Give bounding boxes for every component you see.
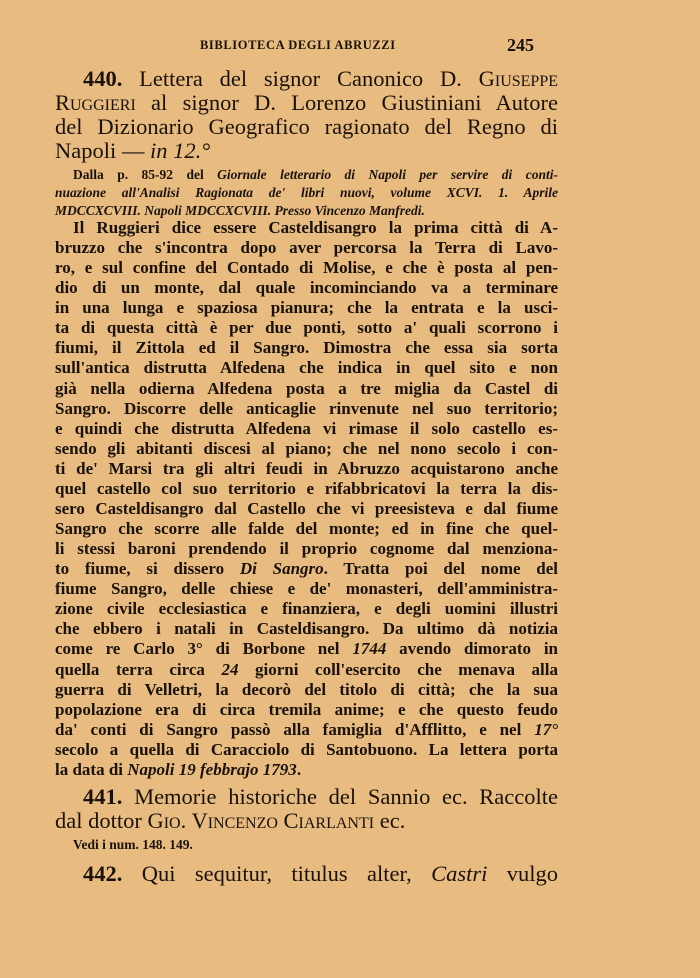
entry-body-line xyxy=(55,358,558,378)
text-segment: . Tratta poi del nome del xyxy=(323,559,558,579)
text-segment: zione civile ecclesiastica e finanziera, e degli uomini illustri xyxy=(55,599,558,619)
text-segment: 1744 xyxy=(352,639,387,659)
entry-citation-line xyxy=(73,166,558,184)
entry-body-line xyxy=(55,459,558,479)
entry-body-line xyxy=(55,298,558,318)
text-segment: ec. xyxy=(374,808,406,833)
entry-body-line xyxy=(55,519,558,539)
entry-body-line xyxy=(55,258,558,278)
text-segment: . xyxy=(296,759,302,779)
text-segment: Memorie historiche del Sannio ec. Raccolte xyxy=(122,784,558,809)
text-segment: Lettera del signor Canonico D. xyxy=(122,66,479,91)
text-segment: sero Casteldisangro dal Castello che vi preesisteva e dal fiume xyxy=(55,498,558,518)
text-segment: ro, e sul confine del Contado di Molise, e che è posta al pen- xyxy=(55,258,558,278)
text-segment: fiume Sangro, delle chiese e de' monasteri, dell'amministra- xyxy=(55,579,558,599)
text-segment: Sangro che scorre alle falde del monte; ed in fine che quel- xyxy=(55,519,558,539)
text-segment: già nella odierna Alfedena posta a tre miglia da Castel di xyxy=(55,378,558,398)
entry-citation-line xyxy=(55,184,558,202)
text-segment: da' conti di Sangro passò alla famiglia d'Afflitto, e nel xyxy=(55,719,535,739)
entry-number: 440. xyxy=(83,66,123,91)
entry-body-line xyxy=(55,740,558,760)
entry-body-line xyxy=(55,700,558,720)
text-segment: del Dizionario Geografico ragionato del Regno di xyxy=(55,114,558,139)
text-segment: to fiume, si dissero xyxy=(55,559,240,579)
text-segment: Di Sangro xyxy=(239,559,324,579)
entry-body-line xyxy=(55,479,558,499)
entry-body-line xyxy=(55,599,558,619)
entry-body-line xyxy=(55,619,558,639)
text-segment: guerra di Velletri, la decorò del titolo di città; che la sua xyxy=(55,679,558,699)
text-segment: in 12.° xyxy=(150,138,211,163)
entry-body-line xyxy=(55,680,558,700)
entry-body-line xyxy=(55,639,558,659)
entry-body-line xyxy=(55,318,558,338)
text-segment: Giuseppe xyxy=(478,66,558,91)
text-segment: secolo a quella di Caracciolo di Santobuono. La lettera porta xyxy=(55,739,558,759)
entry-body-line xyxy=(55,559,558,579)
text-segment: quel castello col suo territorio e rifabbricatovi la terra la dis- xyxy=(55,478,558,498)
entry-body-line xyxy=(55,660,558,680)
entry-heading-line xyxy=(83,785,558,809)
text-segment: bruzzo che s'incontra dopo aver percorsa la Terra di Lavo- xyxy=(55,238,558,258)
entry-heading-line xyxy=(55,139,558,163)
text-segment: giorni coll'esercito che menava alla xyxy=(238,659,558,679)
entry-citation-line xyxy=(73,836,558,854)
entry-body-line xyxy=(55,278,558,298)
text-segment: Vedi i num. 148. 149. xyxy=(73,837,193,852)
text-segment: quella terra circa xyxy=(55,659,222,679)
text-segment: e quindi che distrutta Alfedena vi rimase il solo castello es- xyxy=(55,418,558,438)
page-number: 245 xyxy=(507,35,534,55)
text-segment: 17° xyxy=(534,719,558,739)
text-segment: sendo gli abitanti discesi al piano; che nel nono secolo i con- xyxy=(55,438,558,458)
text-segment: Napoli — xyxy=(55,138,150,163)
text-segment: Sangro. Discorre delle anticaglie rinvenute nel suo territorio; xyxy=(55,398,558,418)
running-title: BIBLIOTECA DEGLI ABRUZZI xyxy=(200,38,396,52)
entry-heading-line xyxy=(83,862,558,886)
text-segment: Il Ruggieri dice essere Casteldisangro la prima città di A- xyxy=(73,218,558,237)
entry-heading-line xyxy=(83,67,558,91)
entry-body-line xyxy=(55,579,558,599)
text-segment: che ebbero i natali in Casteldisangro. Da ultimo dà notizia xyxy=(55,619,558,639)
text-segment: Dalla p. 85-92 del xyxy=(73,167,218,182)
text-segment: in una lunga e spaziosa pianura; che la entrata e la usci- xyxy=(55,298,558,318)
text-segment: 24 xyxy=(221,659,239,679)
text-segment: ti de' Marsi tra gli altri feudi in Abruzzo acquistarono anche xyxy=(55,458,558,478)
text-segment: Ruggieri xyxy=(55,90,136,115)
text-segment: popolazione era di circa tremila anime; e che questo feudo xyxy=(55,699,558,719)
text-segment: Qui sequitur, titulus alter, xyxy=(122,861,432,886)
text-segment: Gio. Vincenzo Ciarlanti xyxy=(147,808,375,833)
text-segment: sull'antica distrutta Alfedena che indica in quel sito e non xyxy=(55,358,558,378)
text-segment: li stessi baroni prendendo il proprio cognome dal menziona- xyxy=(55,539,558,559)
text-segment: nuazione all'Analisi Ragionata de' libri nuovi, volume XCVI. 1. Aprile xyxy=(55,185,558,200)
entry-body-line xyxy=(55,399,558,419)
entry-heading-line xyxy=(55,91,558,115)
text-segment: come re Carlo 3° di Borbone nel xyxy=(55,639,353,659)
entry-body-line xyxy=(55,379,558,399)
entry-body-line xyxy=(55,760,558,780)
entry-body-line xyxy=(73,218,558,238)
entry-number: 442. xyxy=(83,861,123,886)
entry-heading-line xyxy=(55,809,558,833)
text-segment: MDCCXCVIII. Napoli MDCCXCVIII. Presso Vincenzo Manfredi. xyxy=(55,203,425,218)
entry-body-line xyxy=(55,238,558,258)
text-segment: la data di xyxy=(55,759,128,779)
text-segment: Giornale letterario di Napoli per servire di conti- xyxy=(217,167,558,182)
entry-body-line xyxy=(55,439,558,459)
text-segment: al signor D. Lorenzo Giustiniani Autore xyxy=(135,90,558,115)
entry-body-line xyxy=(55,338,558,358)
text-segment: fiumi, il Zittola ed il Sangro. Dimostra che essa sia sorta xyxy=(55,338,558,358)
entry-body-line xyxy=(55,720,558,740)
text-segment: dal dottor xyxy=(55,808,148,833)
text-segment: avendo dimorato in xyxy=(386,639,558,659)
entry-number: 441. xyxy=(83,784,123,809)
entry-heading-line xyxy=(55,115,558,139)
entry-body-line xyxy=(55,539,558,559)
entry-body-line xyxy=(55,419,558,439)
text-segment: Castri xyxy=(431,861,488,886)
entry-body-line xyxy=(55,499,558,519)
text-segment: Napoli 19 febbrajo 1793 xyxy=(127,759,297,779)
text-segment: dio di un monte, dal quale incominciando va a terminare xyxy=(55,278,558,298)
text-segment: vulgo xyxy=(487,861,558,886)
text-segment: ta di questa città è per due ponti, sotto a' quali scorrono i xyxy=(55,318,558,338)
